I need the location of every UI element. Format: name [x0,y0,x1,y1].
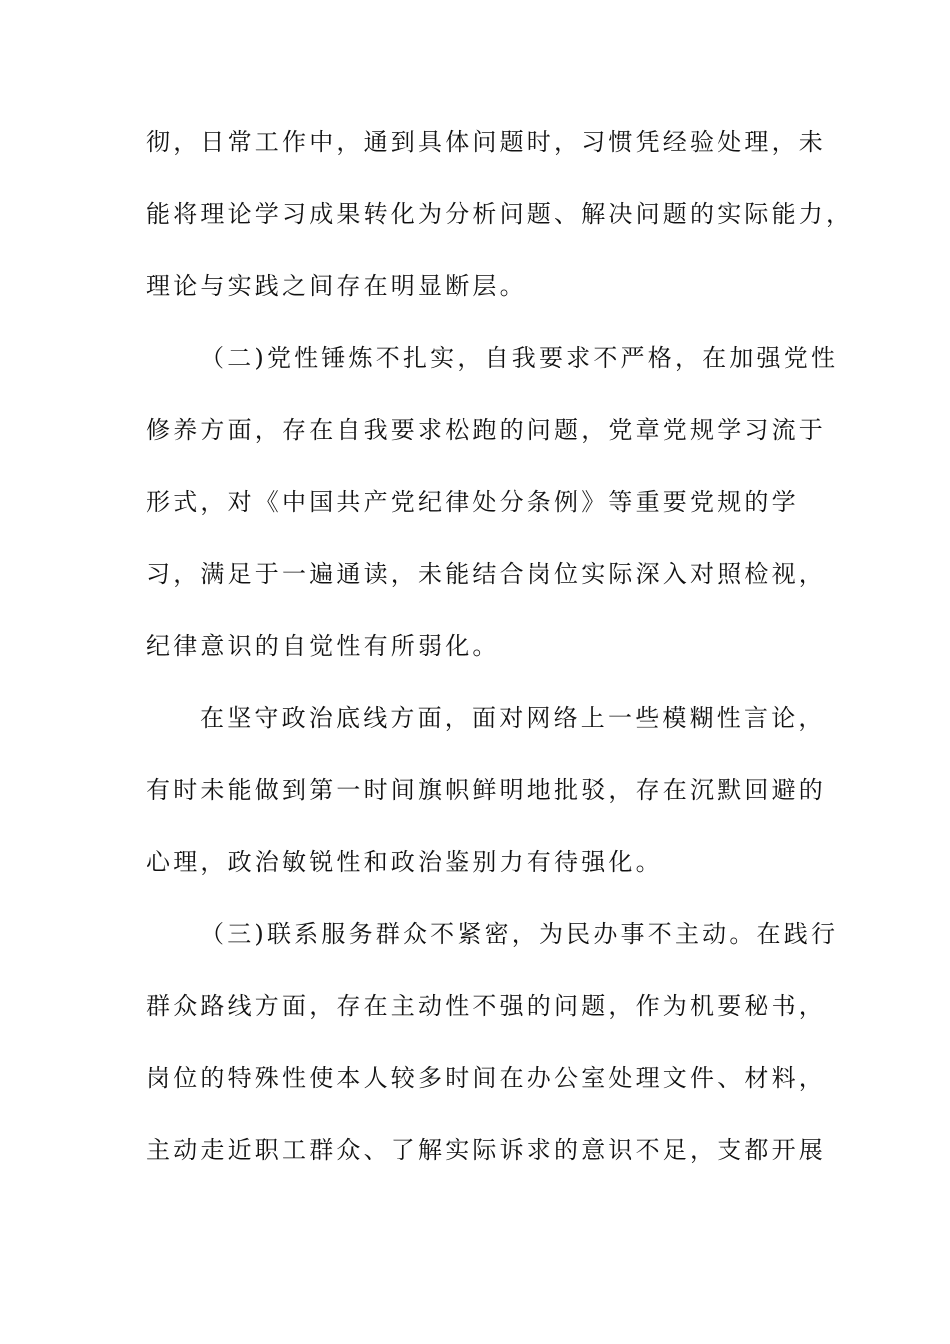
text-line: 有时未能做到第一时间旗帜鲜明地批驳，存在沉默回避的 [146,776,826,804]
text-line: （三)联系服务群众不紧密，为民办事不主动。在践行 [200,920,839,948]
text-line: 在坚守政治底线方面，面对网络上一些模糊性言论， [200,704,826,732]
text-line: 群众路线方面，存在主动性不强的问题，作为机要秘书， [146,992,826,1020]
text-line: 心理，政治敏锐性和政治鉴别力有待强化。 [146,848,663,876]
text-line: 修养方面，存在自我要求松跑的问题，党章党规学习流于 [146,416,826,444]
text-line: （二)党性锤炼不扎实，自我要求不严格，在加强党性 [200,344,839,372]
text-line: 纪律意识的自觉性有所弱化。 [146,632,500,660]
text-line: 形式，对《中国共产党纪律处分条例》等重要党规的学 [146,488,799,516]
text-line: 能将理论学习成果转化为分析问题、解决问题的实际能力， [146,200,854,228]
text-line: 习，满足于一遍通读，未能结合岗位实际深入对照检视， [146,560,826,588]
text-line: 理论与实践之间存在明显断层。 [146,272,527,300]
text-line: 主动走近职工群众、了解实际诉求的意识不足，支都开展 [146,1136,826,1164]
text-line: 彻，日常工作中，通到具体问题时，习惯凭经验处理，未 [146,128,826,156]
text-line: 岗位的特殊性使本人较多时间在办公室处理文件、材料， [146,1064,826,1092]
